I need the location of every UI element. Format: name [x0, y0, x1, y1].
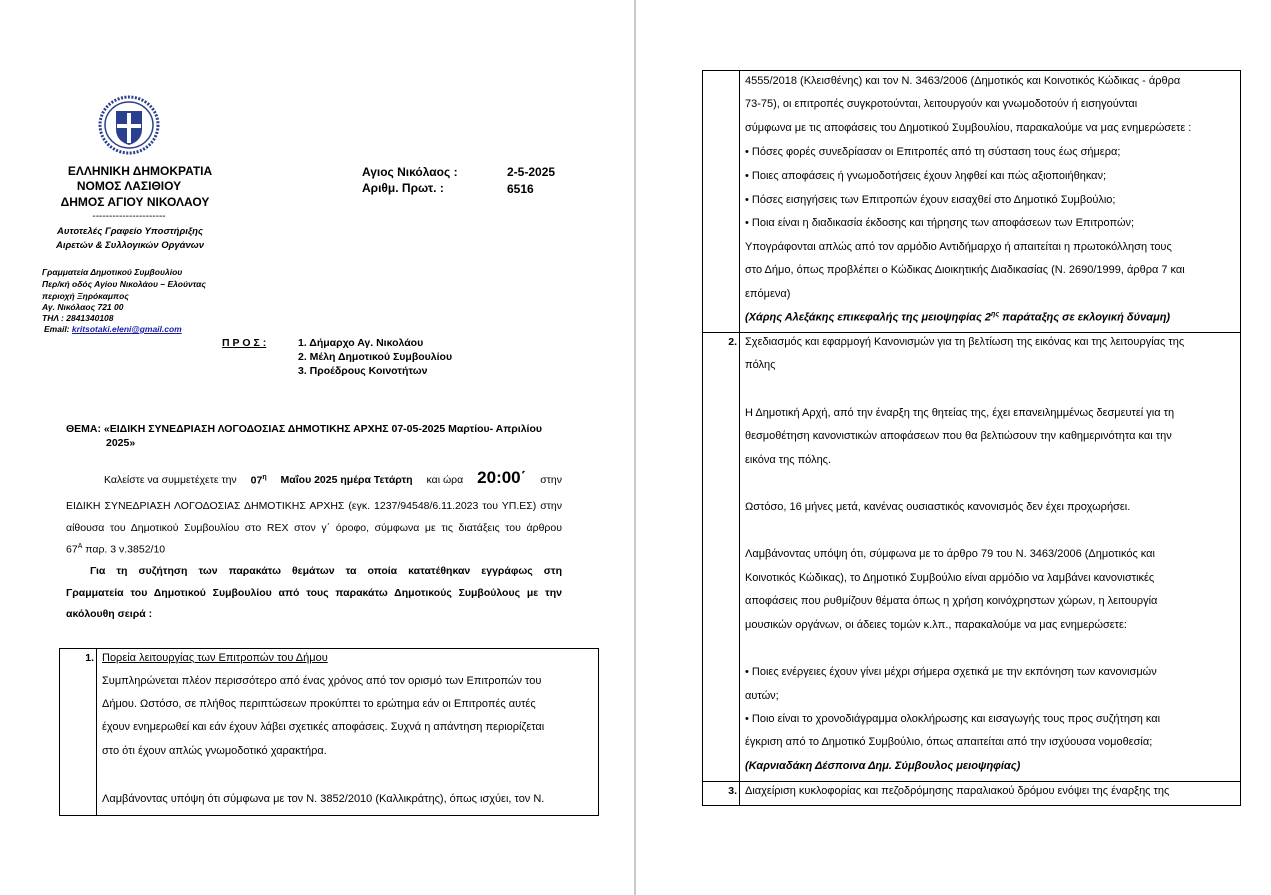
item-2-number: 2.: [728, 336, 737, 348]
item-2-line-13: μουσικών οργάνων, οι άδειες τομών κ.λπ., παρακαλούμε να μας ενημερώσετε:: [745, 619, 1127, 631]
item-1-cont-line-8: Υπογράφονται απλώς από τον αρμόδιο Αντιδήμαρχο ή απαιτείται η πρωτοκόλληση τους: [745, 241, 1172, 253]
protocol-number: 6516: [507, 182, 534, 196]
document-page-right: [636, 0, 1271, 895]
place-label: Αγιος Νικόλαος :: [362, 165, 458, 179]
recipient-2: 2. Μέλη Δημοτικού Συμβουλίου: [298, 351, 453, 363]
item-1-line-4: στο ότι έχουν απλώς γνωμοδοτικό χαρακτήρα.: [102, 745, 327, 757]
email-link[interactable]: kritsotaki.eleni@gmail.com: [71, 324, 182, 334]
header-municipality: ΔΗΜΟΣ ΑΓΙΟΥ ΝΙΚΟΛΑΟΥ: [60, 195, 210, 209]
invitation-line-2: ΕΙΔΙΚΗ ΣΥΝΕΔΡΙΑΣΗ ΛΟΓΟΔΟΣΙΑΣ ΔΗΜΟΤΙΚΗΣ ΑΡΧΗΣ (εγκ. 1237/94548/6.11.2023 του ΥΠ.ΕΣ) στην: [66, 500, 562, 512]
greek-coat-of-arms-icon: [98, 95, 160, 155]
item-1-cont-line-2: 73-75), οι επιτροπές συγκροτούνται, λειτουργούν και γνωμοδοτούν ή εισηγούνται: [745, 98, 1138, 110]
agenda-intro-line-1: Για τη συζήτηση των παρακάτω θεμάτων τα οποία κατατέθηκαν εγγράφως στη: [90, 565, 562, 577]
item-1-cont-line-1: 4555/2018 (Κλεισθένης) και τον Ν. 3463/2006 (Δημοτικός και Κοινοτικός Κώδικας - άρθρα: [745, 75, 1181, 87]
item-2-line-11: Κοινοτικός Κώδικας), το Δημοτικό Συμβούλιο είναι αρμόδιο να λαμβάνει κανονιστικές: [745, 572, 1155, 584]
item-2-line-12: αποφάσεις που ρυθμίζουν θέματα όπως η χρήση κοινόχρηστων χώρων, η λειτουργία: [745, 595, 1158, 607]
item-2-line-5: θεσμοθέτηση κανονιστικών αποφάσεων που θα βελτιώσουν την καθημερινότητα και την: [745, 430, 1172, 442]
invitation-line-4: $67^A$ παρ. 3 ν.3852/10: [66, 543, 166, 556]
secretariat-email-row: [44, 324, 182, 334]
invitation-line-3: αίθουσα του Δημοτικού Συμβουλίου στο REX στον γ΄ όροφο, σύμφωνα με τις διατάξεις του άρθρου: [66, 522, 562, 534]
agenda-table-left: [59, 648, 599, 816]
header-prefecture: ΝΟΜΟΣ ΛΑΣΙΘΙΟΥ: [76, 179, 182, 193]
item-3-line-1: Διαχείριση κυκλοφορίας και πεζοδρόμησης παραλιακού δρόμου ενόψει της έναρξης της: [745, 785, 1170, 797]
agenda-table-right: [702, 70, 1241, 806]
item-1-line-6: Λαμβάνοντας υπόψη ότι σύμφωνα με τον Ν. 3852/2010 (Καλλικράτης), όπως ισχύει, τον Ν.: [102, 793, 545, 805]
recipients-label: Π Ρ Ο Σ :: [222, 337, 267, 349]
item-1-cont-line-7: • Ποια είναι η διαδικασία έκδοσης και τήρησης των αποφάσεων των Επιτροπών;: [745, 217, 1135, 229]
item-2-line-6: εικόνα της πόλης.: [745, 454, 832, 466]
header-separator: ----------------------: [92, 211, 166, 222]
document-date: 2-5-2025: [507, 165, 556, 179]
item-1-cont-line-4: • Πόσες φορές συνεδρίασαν οι Επιτροπές από τη σύσταση τους έως σήμερα;: [745, 146, 1121, 158]
secretariat-address: Περ/κή οδός Αγίου Νικολάου – Ελούντας: [42, 279, 206, 289]
item-1-cont-line-5: • Ποιες αποφάσεις ή γνωμοδοτήσεις έχουν ληφθεί και πώς αξιοποιήθηκαν;: [745, 170, 1107, 182]
secretariat-postcode: Αγ. Νικόλαος 721 00: [42, 302, 124, 312]
subject-line-1: ΘΕΜΑ: «ΕΙΔΙΚΗ ΣΥΝΕΔΡΙΑΣΗ ΛΟΓΟΔΟΣΙΑΣ ΔΗΜΟΤΙΚΗΣ ΑΡΧΗΣ 07-05-2025 Μαρτίου- Απριλίου: [66, 423, 542, 435]
item-1-cont-line-3: σύμφωνα με τις αποφάσεις του Δημοτικού Συμβουλίου, παρακαλούμε να μας ενημερώσετε :: [745, 122, 1192, 134]
recipient-1: 1. Δήμαρχο Αγ. Νικολάου: [298, 337, 424, 349]
item-1-title: Πορεία λειτουργίας των Επιτροπών του Δήμου: [102, 652, 328, 664]
item-1-number: 1.: [85, 652, 94, 664]
secretariat-phone: ΤΗΛ : 2841340108: [42, 313, 114, 323]
item-2-line-16: αυτών;: [745, 690, 779, 702]
invitation-line-1: Καλείστε να συμμετέχετε την $07^\eta$ Μαΐου 2025 ημέρα Τετάρτη και ώρα 20:00΄ στην: [104, 468, 562, 487]
item-2-line-18: έγκριση από το Δημοτικό Συμβούλιο, όπως απαιτείται από την ισχύουσα νομοθεσία;: [745, 736, 1153, 748]
agenda-intro-line-3: ακόλουθη σειρά :: [66, 608, 153, 620]
item-1-cont-line-9: στο Δήμο, όπως προβλέπει ο Κώδικας Διοικητικής Διαδικασίας (Ν. 2690/1999, άρθρα 7 και: [745, 264, 1185, 276]
item-2-line-8: Ωστόσο, 16 μήνες μετά, κανένας ουσιαστικός κανονισμός δεν έχει προχωρήσει.: [745, 501, 1131, 513]
item-1-cont-line-6: • Πόσες εισηγήσεις των Επιτροπών έχουν εισαχθεί στο Δημοτικό Συμβούλιο;: [745, 194, 1116, 206]
item-2-line-4: Η Δημοτική Αρχή, από την έναρξη της θητείας της, έχει επανειλημμένως δεσμευτεί για τη: [745, 407, 1175, 419]
item-1-cont-line-10: επόμενα): [745, 288, 791, 300]
recipient-3: 3. Προέδρους Κοινοτήτων: [298, 365, 428, 377]
office-line-1: Αυτοτελές Γραφείο Υποστήριξης: [57, 226, 203, 237]
header-country: ΕΛΛΗΝΙΚΗ ΔΗΜΟΚΡΑΤΙΑ: [67, 164, 213, 178]
item-1-line-2: Δήμου. Ωστόσο, σε πλήθος περιπτώσεων προκύπτει το ερώτημα εάν οι Επιτροπές αυτές: [102, 698, 536, 710]
item-2-line-15: • Ποιες ενέργειες έχουν γίνει μέχρι σήμερα σχετικά με την εκπόνηση των κανονισμών: [745, 666, 1157, 678]
item-1-author: (Χάρης Αλεξάκης επικεφαλής της μειοψηφίας $2^{\eta\varsigma}$ παράταξης σε εκλογική δύναμη): [745, 311, 1171, 324]
item-1-line-3: έχουν ενημερωθεί και εάν έχουν λάβει σχετικές αποφάσεις. Συχνά η απάντηση περιορίζεται: [102, 721, 545, 733]
item-2-line-17: • Ποιο είναι το χρονοδιάγραμμα ολοκλήρωσης και εισαγωγής τους προς συζήτηση και: [745, 713, 1161, 725]
item-2-line-1: Σχεδιασμός και εφαρμογή Κανονισμών για τη βελτίωση της εικόνας και της λειτουργίας της: [745, 336, 1185, 348]
secretariat-name: Γραμματεία Δημοτικού Συμβουλίου: [42, 267, 183, 277]
meeting-time: 20:00΄: [477, 468, 527, 487]
office-line-2: Αιρετών & Συλλογικών Οργάνων: [55, 240, 205, 251]
item-2-author: (Καρνιαδάκη Δέσποινα Δημ. Σύμβουλος μειοψηφίας): [745, 760, 1021, 772]
protocol-label: Αριθμ. Πρωτ. :: [362, 181, 444, 195]
item-1-line-1: Συμπληρώνεται πλέον περισσότερο από ένας χρόνος από τον ορισμό των Επιτροπών του: [102, 675, 542, 687]
agenda-intro-line-2: Γραμματεία του Δημοτικού Συμβουλίου από τους παρακάτω Δημοτικούς Συμβούλους με την: [66, 587, 562, 599]
subject-line-2: 2025»: [106, 437, 136, 449]
document-page-left: [0, 0, 634, 895]
secretariat-area: περιοχή Ξηρόκαμπος: [42, 291, 129, 301]
email-label: Email:: [44, 324, 70, 334]
item-3-number: 3.: [728, 785, 737, 797]
item-2-line-2: πόλης: [745, 359, 776, 371]
item-2-line-10: Λαμβάνοντας υπόψη ότι, σύμφωνα με το άρθρο 79 του Ν. 3463/2006 (Δημοτικός και: [745, 548, 1155, 560]
